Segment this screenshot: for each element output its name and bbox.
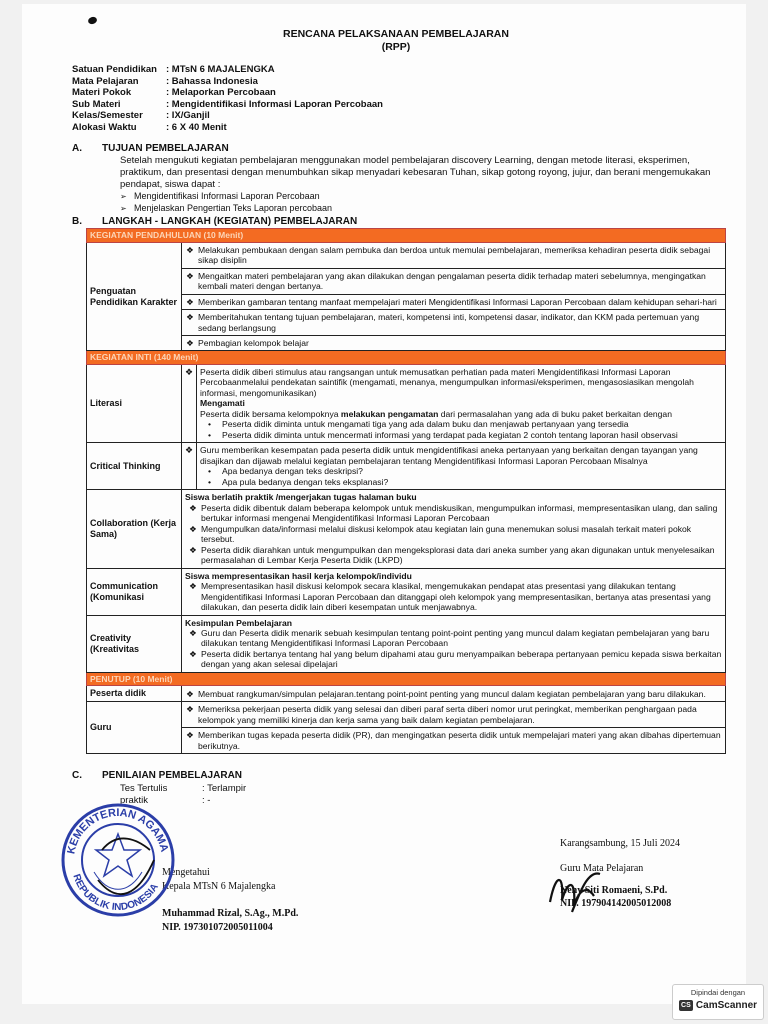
evaluation-label: Tes Tertulis xyxy=(120,783,168,795)
dot-item xyxy=(200,466,722,476)
row-label: Collaboration (Kerja Sama) xyxy=(87,490,182,568)
row-label: Critical Thinking xyxy=(87,443,182,490)
diamond-bullet-icon: ❖ xyxy=(186,296,194,307)
row-content xyxy=(182,568,726,615)
subheading: Mengamati xyxy=(200,398,245,409)
subheading: Siswa mempresentasikan hasil kerja kelompok/individu xyxy=(185,570,412,581)
objectives-intro: Setelah mengukuti kegiatan pembelajaran menggunakan model pembelajaran discovery Learning, dengan metode literasi, eksperimen, praktikum, dan presentasi dengan menumbuhkan sikap menyadari kebesaran Tuhan, sikap gotong royong, jujur, dan berani mengemukakan pendapat, siswa dapat : xyxy=(120,155,711,190)
activity-item xyxy=(185,524,722,545)
table-row xyxy=(87,490,726,568)
dot-item xyxy=(200,430,722,440)
document-title xyxy=(72,28,720,54)
diamond-bullet-icon: ❖ xyxy=(186,244,194,255)
rpp-document xyxy=(72,18,720,806)
diamond-bullet-icon: ❖ xyxy=(189,502,197,513)
identity-value: : MTsN 6 MAJALENGKA xyxy=(166,64,275,76)
dot-bullet-icon: • xyxy=(208,429,212,440)
diamond-bullet-icon: ❖ xyxy=(186,270,194,281)
objective-text: Mengidentifikasi Informasi Laporan Percobaan xyxy=(134,190,320,201)
activity-item xyxy=(182,268,725,294)
phase-header-inti: KEGIATAN INTI (140 Menit) xyxy=(87,351,726,364)
identity-label: Alokasi Waktu xyxy=(72,121,137,133)
identity-label: Sub Materi xyxy=(72,98,121,110)
activity-text: Mempresentasikan hasil diskusi kelompok secara klasikal, mengemukakan pendapat atas presentasi yang dilakukan tentang Mengidentifikasi Informasi Laporan Percobaan dan ditanggapi oleh kelompok yang mempresentasikan, bertanya atas presentasi yang dilakukan, dan peserta didik lain diberi kesempatan untuk menjawabnya. xyxy=(201,581,711,613)
dot-item xyxy=(200,419,722,429)
activity-text: Membuat rangkuman/simpulan pelajaran.tentang point-point penting yang muncul dalam kegiatan pembelajaran yang baru dilakukan. xyxy=(198,688,706,699)
dot-text: Peserta didik diminta untuk mencermati informasi yang terdapat pada kegiatan 2 contoh tentang laporan hasil observasi xyxy=(222,429,678,440)
table-row xyxy=(87,443,726,490)
identity-row xyxy=(72,99,720,111)
evaluation-label: praktik xyxy=(120,794,148,806)
identity-value: : Melaporkan Percobaan xyxy=(166,87,276,99)
diamond-bullet-icon: ❖ xyxy=(186,704,194,715)
watermark-text: Dipindai dengan xyxy=(690,988,746,997)
identity-label: Mata Pelajaran xyxy=(72,75,139,87)
identity-block xyxy=(72,64,720,133)
teacher-signature-scribble xyxy=(542,862,612,922)
activity-text: Memberikan gambaran tentang manfaat mempelajari materi Mengidentifikasi Informasi Laporan Percobaan dalam kehidupan sehari-hari xyxy=(198,296,717,307)
identity-row xyxy=(72,110,720,122)
principal-signature xyxy=(162,866,298,934)
identity-row xyxy=(72,64,720,76)
row-label: Creativity (Kreativitas xyxy=(87,615,182,672)
diamond-bullet-icon: ❖ xyxy=(186,688,194,699)
arrow-bullet-icon: ➢ xyxy=(120,203,127,213)
section-title: PENILAIAN PEMBELAJARAN xyxy=(102,770,243,782)
activity-text: Peserta didik dibentuk dalam beberapa kelompok untuk mendiskusikan, mengumpulkan informasi, mempresentasikan ulang, dan saling bertukar informasi mengenai Mengidentifikasi Informasi Laporan Percobaan xyxy=(201,502,718,524)
activity-list xyxy=(185,628,722,670)
row-label: Penguatan Pendidikan Karakter xyxy=(87,242,182,351)
subheading: Kesimpulan Pembelajaran xyxy=(185,617,292,628)
activity-item xyxy=(185,503,722,524)
table-row xyxy=(87,702,726,754)
row-label: Literasi xyxy=(87,364,182,442)
dot-text: Peserta didik diminta untuk mengamati tiga yang ada dalam buku dan menjawab pertanyaan yang tersedia xyxy=(222,419,629,430)
table-row xyxy=(87,686,726,702)
activity-item xyxy=(185,581,722,612)
objective-text: Menjelaskan Pengertian Teks Laporan percobaan xyxy=(134,202,332,213)
activity-item xyxy=(182,727,725,753)
activity-item xyxy=(185,649,722,670)
evaluation-value: : Terlampir xyxy=(202,783,247,795)
dot-item xyxy=(200,477,722,487)
dot-text: Apa bedanya dengan teks deskripsi? xyxy=(222,466,363,477)
objective-item xyxy=(120,191,720,203)
activity-text: Peserta didik diberi stimulus atau rangsangan untuk memusatkan perhatian pada materi Mengidentifikasi Informasi Laporan Percobaanmelalui pendekatan saintifik (mengamati, menanya, mengumpulkan informasi/eksperimen, mengasosiasikan mengolah informasi, mengomunikasikan) xyxy=(200,366,694,398)
activity-text: Melakukan pembukaan dengan salam pembuka dan berdoa untuk memulai pembelajaran, memeriksa kehadiran peserta didik sebagai sikap disiplin xyxy=(198,244,711,266)
signer-role: Mengetahui xyxy=(162,867,210,878)
signer-name: Neny Siti Romaeni, S.Pd. xyxy=(560,885,668,896)
activity-text: Memberikan tugas kepada peserta didik (PR), dan mengingatkan peserta didik untuk mempelajari materi yang akan dibahas dipertemuan berikutnya. xyxy=(198,730,721,751)
diamond-bullet-icon: ❖ xyxy=(189,544,197,555)
title-subline: (RPP) xyxy=(381,41,411,54)
activities-table xyxy=(86,228,726,754)
table-row xyxy=(87,615,726,672)
identity-label: Satuan Pendidikan xyxy=(72,64,157,76)
diamond-bullet-icon: ❖ xyxy=(189,523,197,534)
row-content xyxy=(182,615,726,672)
row-label: Peserta didik xyxy=(87,686,182,702)
diamond-bullet-icon: ❖ xyxy=(182,364,197,442)
arrow-bullet-icon: ➢ xyxy=(120,191,127,201)
dot-list xyxy=(200,466,722,487)
signer-role: Kepala MTsN 6 Majalengka xyxy=(162,880,276,892)
camscanner-logo-icon: CS xyxy=(679,1000,693,1011)
subheading: Siswa berlatih praktik /mengerjakan tugas halaman buku xyxy=(185,492,417,503)
activity-text: Peserta didik diarahkan untuk mengumpulkan dan mengeksplorasi data dari aneka sumber yang akan digunakan untuk menyelesaikan permasalahan di Lembar Kerja Peserta Didik (LKPD) xyxy=(201,544,715,566)
diamond-bullet-icon: ❖ xyxy=(189,581,197,592)
signer-role: Guru Mata Pelajaran xyxy=(560,863,644,874)
diamond-bullet-icon: ❖ xyxy=(182,443,197,490)
table-row xyxy=(87,242,726,351)
activity-list xyxy=(185,503,722,566)
camscanner-watermark xyxy=(672,984,764,1020)
activity-text: Peserta didik bertanya tentang hal yang belum dipahami atau guru menyampaikan beberapa pertanyaan pemicu kepada siswa berkaitan dengan yang akan selesai dipelajari xyxy=(201,648,722,670)
row-content xyxy=(182,702,726,754)
objectives-list xyxy=(72,191,720,214)
activity-list xyxy=(185,581,722,612)
section-a-heading xyxy=(72,143,720,155)
dot-bullet-icon: • xyxy=(208,419,212,430)
watermark-brand xyxy=(673,1000,763,1011)
identity-row xyxy=(72,76,720,88)
activity-text: Mengumpulkan data/informasi melalui diskusi kelompok atau kegiatan lain guna menemukan solusi masalah terkait materi pokok tersebut. xyxy=(201,523,692,545)
section-b-heading xyxy=(72,216,720,228)
phase-header-pendahuluan: KEGIATAN PENDAHULUAN (10 Menit) xyxy=(87,229,726,242)
activity-text: Mengaitkan materi pembelajaran yang akan dilakukan dengan pengalaman peserta didik terhadap materi sebelumnya, mengingatkan kembali materi dengan bertanya. xyxy=(198,270,706,292)
section-title: TUJUAN PEMBELAJARAN xyxy=(102,143,229,155)
identity-row xyxy=(72,122,720,134)
diamond-bullet-icon: ❖ xyxy=(189,627,197,638)
identity-label: Materi Pokok xyxy=(72,87,132,99)
section-number: C. xyxy=(72,770,82,782)
identity-row xyxy=(72,87,720,99)
identity-value: : Bahassa Indonesia xyxy=(166,75,258,87)
svg-text:KEMENTERIAN AGAMA: KEMENTERIAN AGAMA xyxy=(65,806,171,856)
activity-item xyxy=(185,628,722,649)
diamond-bullet-icon: ❖ xyxy=(186,338,194,348)
activity-item xyxy=(182,702,725,727)
svg-text:REPUBLIK INDONESIA: REPUBLIK INDONESIA xyxy=(70,872,161,914)
section-title: LANGKAH - LANGKAH (KEGIATAN) PEMBELAJARAN xyxy=(102,216,358,228)
identity-value: : Mengidentifikasi Informasi Laporan Percobaan xyxy=(166,98,383,110)
dot-bullet-icon: • xyxy=(208,466,212,477)
activity-text: Memberitahukan tentang tujuan pembelajaran, materi, kompetensi inti, kompetensi dasar, indikator, dan KKM pada pertemuan yang sedang berlangsung xyxy=(198,312,700,333)
diamond-bullet-icon: ❖ xyxy=(189,648,197,659)
table-row xyxy=(87,364,726,442)
activity-item xyxy=(182,687,725,701)
title-line: RENCANA PELAKSANAAN PEMBELAJARAN xyxy=(283,28,509,40)
row-content xyxy=(182,242,726,351)
table-row xyxy=(87,568,726,615)
dot-bullet-icon: • xyxy=(208,476,212,487)
row-content xyxy=(197,364,726,442)
activity-text: Guru memberikan kesempatan pada peserta didik untuk mengidentifikasi aneka pertanyaan yang berkaitan dengan tayangan yang disajikan dan dijawab melalui kegiatan pembelajaran tentang Mengidentifikasi Informasi Laporan Percobaan Misalnya xyxy=(200,445,698,466)
row-content xyxy=(182,490,726,568)
diamond-bullet-icon: ❖ xyxy=(186,730,194,741)
signer-nip: NIP. 197301072005011004 xyxy=(162,921,273,933)
identity-value: : 6 X 40 Menit xyxy=(166,121,227,133)
signer-nip: NIP. 197904142005012008 xyxy=(560,898,672,909)
activity-item xyxy=(182,335,725,350)
section-number: B. xyxy=(72,216,82,228)
identity-value: : IX/Ganjil xyxy=(166,110,210,122)
activity-item xyxy=(185,545,722,566)
dot-text: Apa pula bedanya dengan teks eksplanasi? xyxy=(222,476,389,487)
signer-name: Muhammad Rizal, S.Ag., M.Pd. xyxy=(162,908,299,919)
identity-label: Kelas/Semester xyxy=(72,110,143,122)
row-label: Guru xyxy=(87,702,182,754)
official-seal-stamp xyxy=(58,800,178,920)
place-date: Karangsambung, 15 Juli 2024 xyxy=(560,838,680,849)
evaluation-row xyxy=(72,783,720,794)
row-label: Communication (Komunikasi xyxy=(87,568,182,615)
activity-item xyxy=(182,243,725,268)
objective-item xyxy=(120,203,720,215)
section-c-heading xyxy=(72,770,720,782)
activity-item xyxy=(182,309,725,335)
activity-text: Pembagian kelompok belajar xyxy=(198,338,309,348)
diamond-bullet-icon: ❖ xyxy=(186,312,194,323)
activity-text: Peserta didik bersama kelompoknya melakukan pengamatan dari permasalahan yang ada di buku paket berkaitan dengan xyxy=(200,408,672,419)
activity-item xyxy=(182,294,725,309)
row-content xyxy=(182,686,726,702)
section-number: A. xyxy=(72,143,82,155)
watermark-brand-name: CamScanner xyxy=(695,1000,758,1011)
row-content xyxy=(197,443,726,490)
evaluation-value: : - xyxy=(202,794,211,806)
dot-list xyxy=(200,419,722,440)
activity-text: Memeriksa pekerjaan peserta didik yang selesai dan diberi paraf serta diberi nomor urut peringkat, memberikan penghargaan pada kelompok yang memiliki kinerja dan kerja sama yang baik dalam kegiatan pembelajaran. xyxy=(198,704,697,725)
activity-text: Guru dan Peserta didik menarik sebuah kesimpulan tentang point-point penting yang muncul dalam kegiatan pembelajaran yang baru dilakukan tentang Mengidentifikasi Informasi Laporan Percobaan xyxy=(201,627,710,649)
phase-header-penutup: PENUTUP (10 Menit) xyxy=(87,672,726,685)
